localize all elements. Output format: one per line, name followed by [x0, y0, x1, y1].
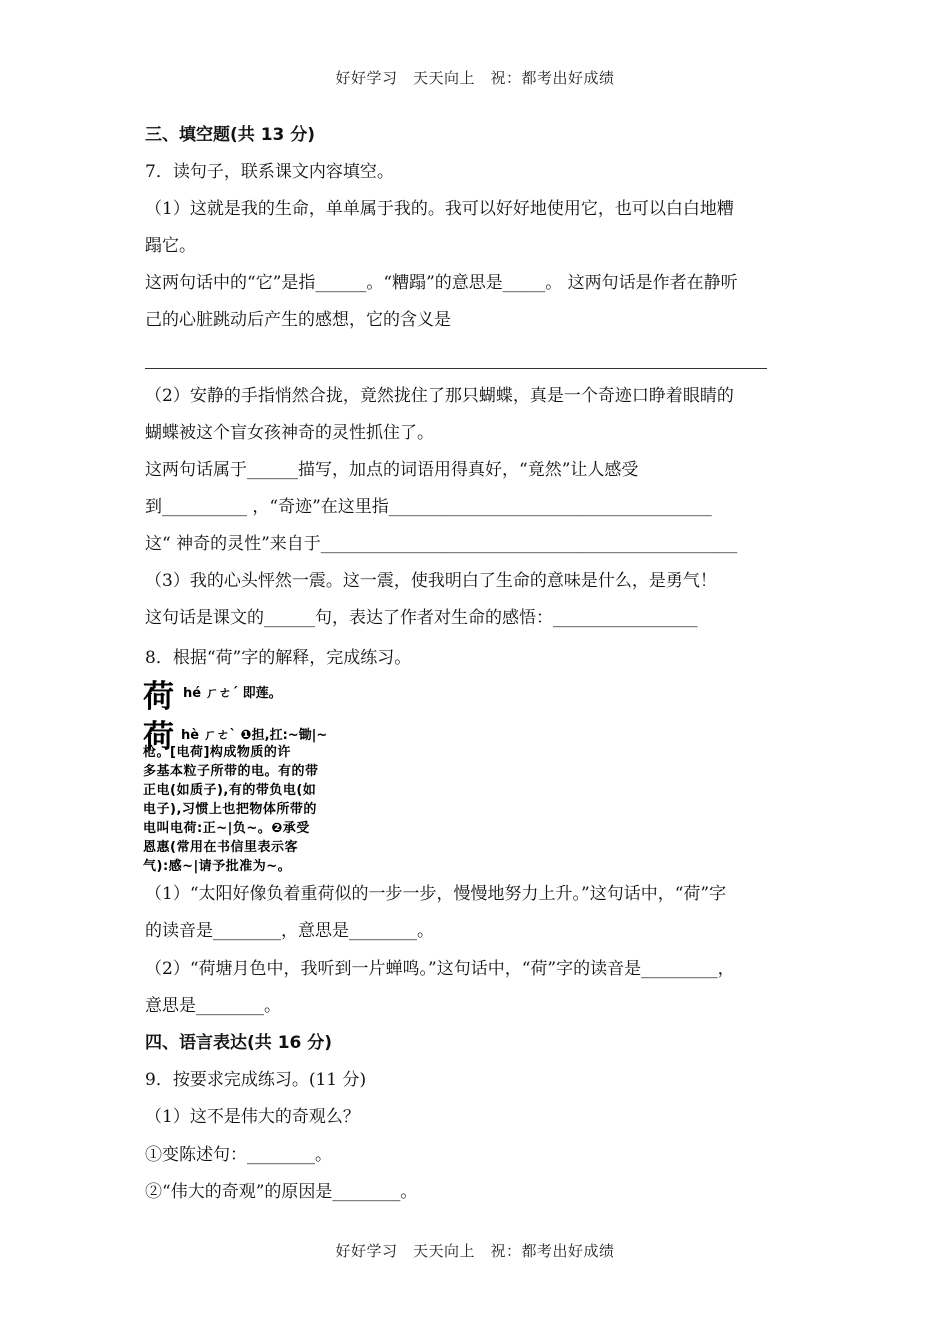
dict-line: 气):感~|请予批准为~。	[143, 859, 292, 874]
dict-char-he2: 荷	[143, 679, 174, 715]
dict-entry-he4: hè ㄏㄜˋ ❶担,扛:~锄|~	[181, 728, 328, 743]
dict-char-he4: 荷	[143, 719, 174, 755]
dict-definition	[143, 743, 358, 876]
page-footer: 好好学习 天天向上 祝：都考出好成绩	[335, 1242, 615, 1260]
q7-part2-line1: （2）安静的手指悄然合拢，竟然拢住了那只蝴蝶，真是一个奇迹口睁着眼睛的	[145, 386, 734, 406]
q8-part2-line2: 意思是________。	[145, 996, 281, 1016]
section-4-title: 四、语言表达(共 16 分)	[145, 1033, 333, 1053]
q9-part1: （1）这不是伟大的奇观么？	[145, 1107, 360, 1127]
page-header: 好好学习 天天向上 祝：都考出好成绩	[335, 69, 615, 87]
answer-line	[145, 368, 767, 369]
dict-line: 枪。[电荷]构成物质的许	[143, 745, 291, 760]
q7-part1-line1: （1）这就是我的生命，单单属于我的。我可以好好地使用它，也可以白白地糟	[145, 199, 734, 219]
q8-part1-line1: （1）“太阳好像负着重荷似的一步一步，慢慢地努力上升。”这句话中，“荷”字	[145, 884, 727, 904]
dict-line: 恩惠(常用在书信里表示客	[143, 840, 298, 855]
q7-part1-line4: 己的心脏跳动后产生的感想，它的含义是	[145, 310, 451, 330]
question-9: 9．按要求完成练习。(11 分)	[145, 1070, 367, 1090]
q9-part1-item2: ②“伟大的奇观”的原因是________。	[145, 1182, 418, 1202]
q7-part2-line4: 到__________ ，“奇迹”在这里指______________________________________	[145, 497, 712, 517]
q7-part2-line2: 蝴蝶被这个盲女孩神奇的灵性抓住了。	[145, 423, 434, 443]
q7-part2-line3: 这两句话属于______描写，加点的词语用得真好，“竟然”让人感受	[145, 460, 639, 480]
question-7: 7．读句子，联系课文内容填空。	[145, 162, 394, 182]
dict-line: 多基本粒子所带的电。有的带	[143, 764, 319, 779]
q7-part2-line5: 这“ 神奇的灵性”来自于_________________________________________________	[145, 534, 738, 554]
q8-part1-line2: 的读音是________，意思是________。	[145, 921, 434, 941]
section-3-title: 三、填空题(共 13 分)	[145, 125, 316, 145]
q7-part3-line1: （3）我的心头怦然一震。这一震，使我明白了生命的意味是什么，是勇气！	[145, 571, 717, 591]
q9-part1-item1: ①变陈述句：________。	[145, 1145, 332, 1165]
dict-entry-he2: hé ㄏㄜˊ 即莲。	[183, 686, 282, 701]
dictionary-entry-image	[143, 679, 358, 874]
dict-line: 电子),习惯上也把物体所带的	[143, 802, 317, 817]
q7-part1-line3: 这两句话中的“它”是指______。“糟蹋”的意思是_____。 这两句话是作者在静听	[145, 273, 738, 293]
q7-part1-line2: 蹋它。	[145, 236, 196, 256]
q7-part3-line2: 这句话是课文的______句，表达了作者对生命的感悟：_________________	[145, 608, 698, 628]
dict-line: 电叫电荷:正~|负~。❷承受	[143, 821, 310, 836]
dict-line: 正电(如质子),有的带负电(如	[143, 783, 317, 798]
question-8: 8．根据“荷”字的解释，完成练习。	[145, 648, 412, 668]
q8-part2-line1: （2）“荷塘月色中，我听到一片蝉鸣。”这句话中，“荷”字的读音是_________，	[145, 959, 735, 979]
